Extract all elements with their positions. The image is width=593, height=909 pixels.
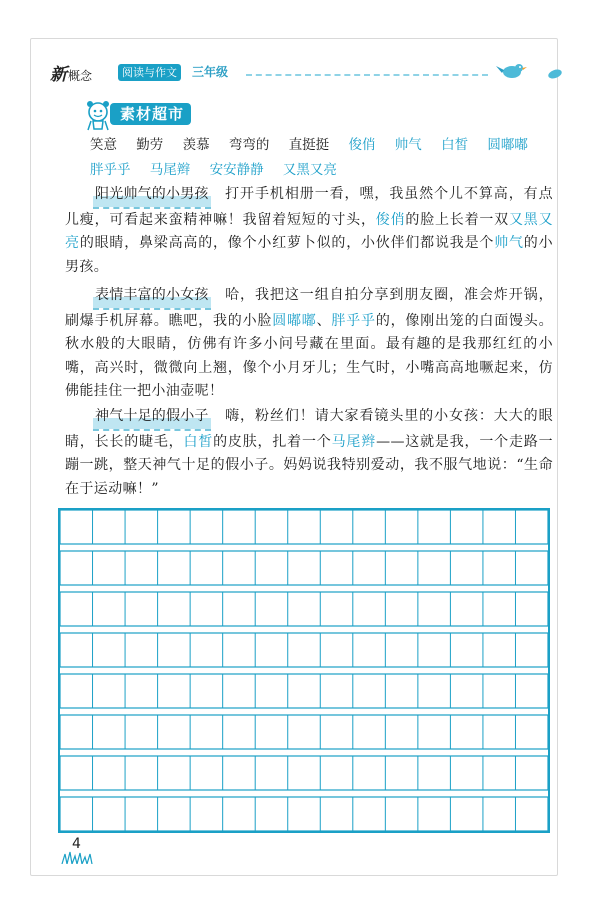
grid-row-frame <box>60 715 548 749</box>
grid-row-frame <box>60 633 548 667</box>
grid-row-frame <box>60 551 548 585</box>
vocab-word-highlight: 安安静静 <box>209 162 264 178</box>
highlight-word: 胖乎乎 <box>331 312 376 329</box>
paragraph-girl <box>65 284 553 404</box>
paragraph-text: 打开手机相册一看，嘿，我虽然个儿不算高，有点儿瘦，可看起来蛮精神嘛！我留着短短的寸头， <box>65 186 553 228</box>
writing-grid[interactable] <box>58 508 550 833</box>
page-number: 4 <box>72 836 81 852</box>
vocab-word: 羡慕 <box>182 137 210 153</box>
grass-icon <box>60 850 100 864</box>
paragraph-tomboy <box>65 405 553 501</box>
highlight-word: 帅气 <box>494 235 524 251</box>
vocab-word-highlight: 又黑又亮 <box>282 162 337 178</box>
brand-sub: 概念 <box>68 69 93 83</box>
paragraph-text: 的皮肤，扎着一个 <box>213 433 332 450</box>
vocab-line-2 <box>90 158 550 183</box>
bird-icon <box>492 60 532 82</box>
grid-row-frame <box>60 797 548 831</box>
vocabulary-list <box>90 133 550 183</box>
grid-row-frame <box>60 592 548 626</box>
paragraph-text: ——这就是我，一个走路一蹦一跳，整天神气十足的假小子。妈妈说我特别爱动，我不服气地说：“生命在于运动嘛！” <box>65 433 553 497</box>
paragraph-heading: 表情丰富的小女孩 <box>93 284 211 310</box>
highlight-word: 又黑又亮 <box>65 211 553 251</box>
paragraph-text: 哈，我把这一组自拍分享到朋友圈，准会炸开锅，刷爆手机屏幕。瞧吧，我的小脸 <box>65 287 553 329</box>
brand-logo <box>50 60 92 85</box>
vocab-word-highlight: 俊俏 <box>348 137 376 153</box>
grid-row <box>60 633 548 667</box>
paragraph-text: 嗨，粉丝们！请大家看镜头里的小女孩：大大的眼睛，长长的睫毛， <box>65 408 553 450</box>
grid-row-frame <box>60 510 548 544</box>
grid-row <box>60 551 548 585</box>
paragraph-boy <box>65 183 553 279</box>
paragraph-text: 、 <box>316 312 332 329</box>
grid-row <box>60 592 548 626</box>
vocab-word-highlight: 帅气 <box>394 137 422 153</box>
paragraph-heading: 阳光帅气的小男孩 <box>93 183 211 209</box>
paragraph-text: 的，像刚出笼的白面馒头。秋水般的大眼睛，仿佛有许多小问号藏在里面。最有趣的是我那红红的小嘴，高兴时，微微向上翘，像个小月牙儿；生气时，小嘴高高地噘起来，仿佛能挂住一把小油壶呢！ <box>65 312 553 399</box>
paragraph-heading: 神气十足的假小子 <box>93 405 211 431</box>
paragraph-text: 的小男孩。 <box>65 235 553 275</box>
section-title: 素材超市 <box>110 103 191 125</box>
vocab-word: 笑意 <box>90 137 117 153</box>
grid-row-frame <box>60 674 548 708</box>
grid-row <box>60 510 548 544</box>
highlight-word: 马尾辫 <box>331 433 377 450</box>
grid-row <box>60 797 548 831</box>
grade-label: 三年级 <box>192 65 229 79</box>
vocab-word: 直挺挺 <box>288 137 330 153</box>
page-header <box>38 58 554 88</box>
vocab-word-highlight: 圆嘟嘟 <box>487 137 528 153</box>
grid-row <box>60 756 548 790</box>
vocab-word-highlight: 马尾辫 <box>149 162 191 178</box>
vocab-word-highlight: 胖乎乎 <box>90 162 131 178</box>
highlight-word: 白皙 <box>183 433 214 450</box>
highlight-word: 圆嘟嘟 <box>272 312 317 329</box>
vocab-word-highlight: 白皙 <box>441 137 469 153</box>
vocab-word: 勤劳 <box>136 137 164 153</box>
paragraph-text: 的脸上长着一双 <box>405 211 509 228</box>
vocab-word: 弯弯的 <box>228 137 270 153</box>
grid-row <box>60 674 548 708</box>
vocab-line-1 <box>90 133 550 158</box>
header-dashed-rule <box>246 74 488 76</box>
brand-mark: 新 <box>50 65 67 85</box>
highlight-word: 俊俏 <box>375 211 406 228</box>
series-badge: 阅读与作文 <box>118 64 181 81</box>
grid-row-frame <box>60 756 548 790</box>
writing-grid-lines <box>60 510 548 831</box>
grid-row <box>60 715 548 749</box>
paragraph-text: 的眼睛，鼻梁高高的，像个小红萝卜似的，小伙伴们都说我是个 <box>79 235 495 251</box>
